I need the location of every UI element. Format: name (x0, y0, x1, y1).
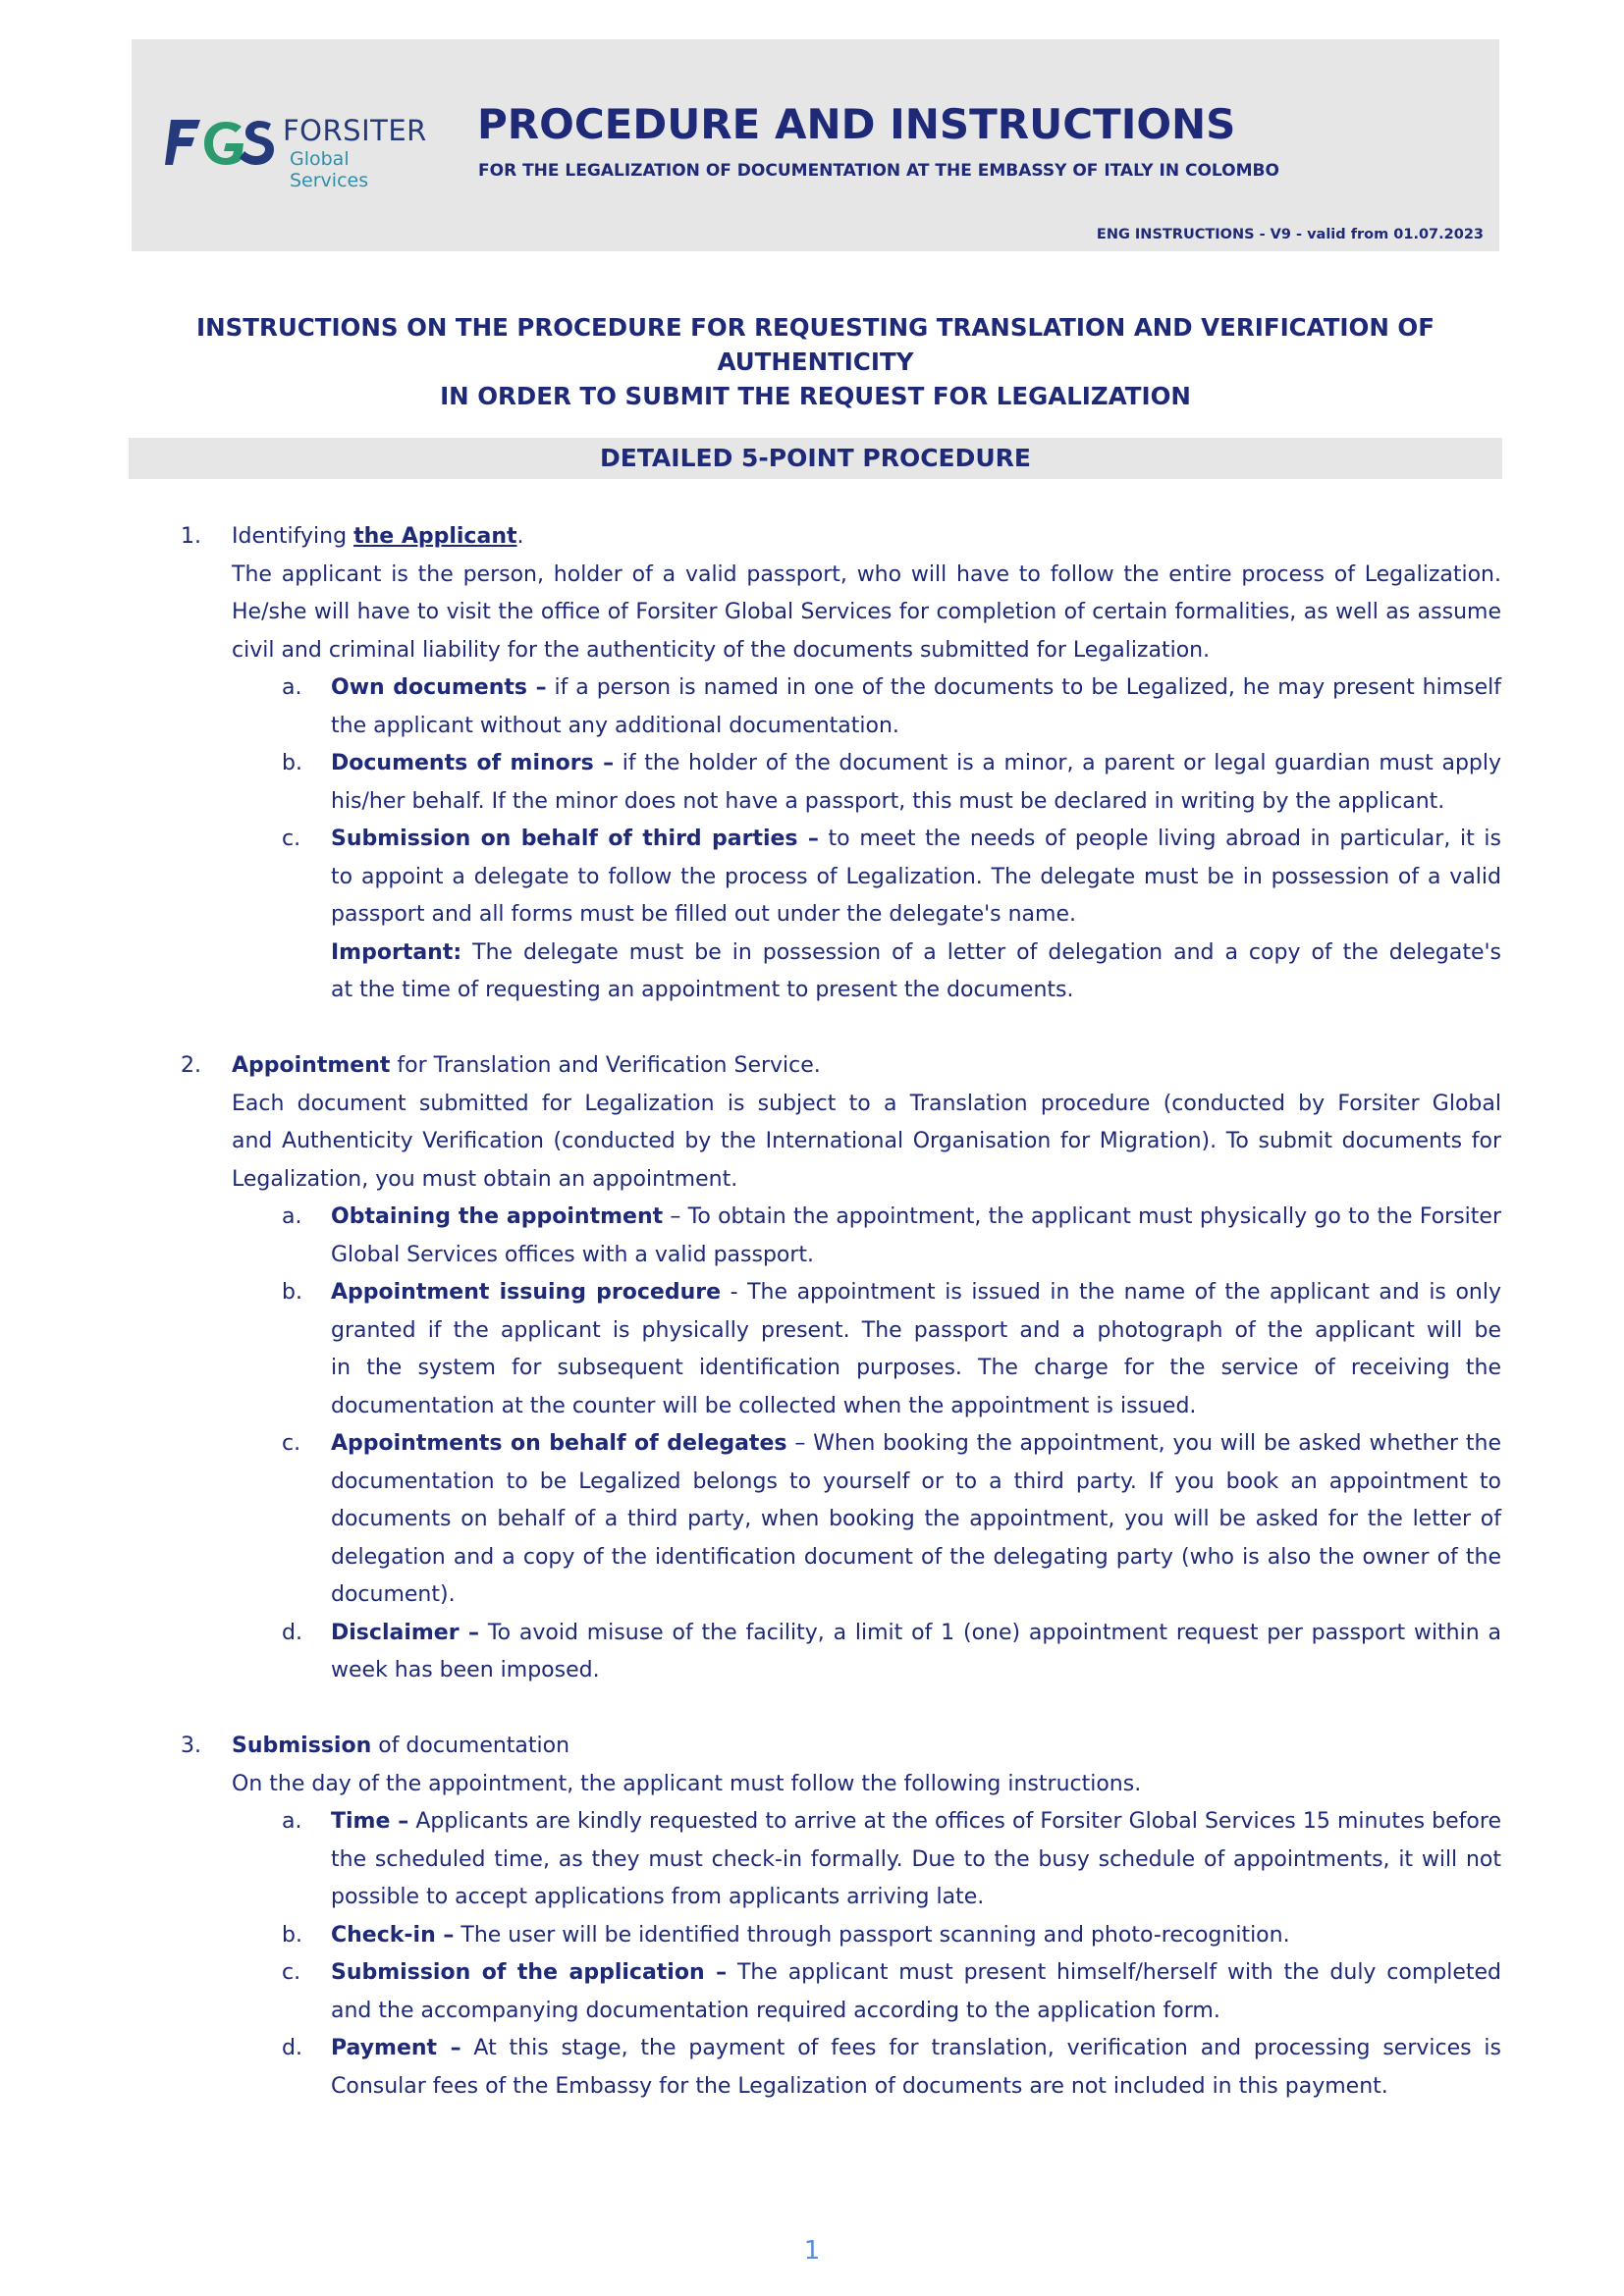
document-heading (132, 310, 1499, 413)
item-line: To avoid misuse of the facility, a limit of 1 (one) appointment request per passport within a (479, 1620, 1501, 1645)
list-letter: a. (282, 1809, 302, 1834)
item-line: granted if the applicant is physically present. The passport and a photograph of the applicant will be (331, 1317, 1501, 1343)
list-item (0, 1274, 1624, 1312)
important-label: Important: (331, 939, 462, 965)
item-bold: Check-in – (331, 1922, 455, 1948)
item-line: to appoint a delegate to follow the process of Legalization. The delegate must be in possession of a valid (331, 864, 1501, 889)
list-item-text (331, 1917, 1501, 1955)
list-item (0, 821, 1624, 859)
heading-post: . (516, 524, 524, 549)
heading-bold: Appointment (232, 1053, 391, 1078)
list-item (0, 1425, 1624, 1464)
item-line: at the time of requesting an appointment to present the documents. (331, 978, 1074, 1002)
list-letter: c. (282, 1960, 301, 1985)
section-3-heading (0, 1728, 1624, 1766)
item-line: The applicant must present himself/herself with the duly completed (736, 1960, 1502, 1985)
section-number: 1. (181, 524, 201, 549)
item-bold: Obtaining the appointment (331, 1204, 664, 1229)
paragraph-line: He/she will have to visit the office of Forsiter Global Services for completion of certain formalities, as well as assume (232, 600, 1501, 624)
item-line: The delegate must be in possession of a letter of delegation and a copy of the delegate's (472, 939, 1501, 965)
section-heading-text (232, 1728, 1501, 1766)
list-letter: a. (282, 675, 302, 700)
section-number: 2. (181, 1053, 201, 1078)
list-item-text (331, 1274, 1501, 1312)
item-line: possible to accept applications from applicants arriving late. (331, 1885, 985, 1909)
item-line: documentation at the counter will be collected when the appointment is issued. (331, 1393, 1197, 1418)
list-item (0, 1199, 1624, 1237)
paragraph-line: The applicant is the person, holder of a valid passport, who will have to follow the entire process of Legalization. (232, 561, 1501, 587)
item-line: in the system for subsequent identification purposes. The charge for the service of receiving the (331, 1356, 1501, 1380)
list-letter: b. (282, 1922, 302, 1948)
item-line: the scheduled time, as they must check-in formally. Due to the busy schedule of appointments, it will not (331, 1846, 1501, 1872)
fgs-logo-icon (165, 114, 275, 171)
item-line: Global Services offices with a valid passport. (331, 1242, 815, 1267)
item-line: and the accompanying documentation required according to the application form. (331, 1998, 1220, 2023)
document-heading-line2: IN ORDER TO SUBMIT THE REQUEST FOR LEGALIZATION (440, 382, 1191, 410)
item-bold: Appointments on behalf of delegates (331, 1431, 787, 1456)
item-line: – When booking the appointment, you will be asked whether the (786, 1431, 1502, 1456)
item-bold: Disclaimer – (331, 1620, 480, 1645)
company-logo (165, 110, 430, 191)
paragraph-line: On the day of the appointment, the applicant must follow the following instructions. (232, 1771, 1142, 1796)
item-bold: Own documents – (331, 675, 547, 700)
section-band-title: DETAILED 5-POINT PROCEDURE (599, 444, 1031, 472)
list-item-text (331, 1803, 1501, 1842)
item-bold: Appointment issuing procedure (331, 1280, 722, 1305)
list-item (0, 1954, 1624, 1993)
item-line: delegation and a copy of the identification document of the delegating party (who is also the owner of the (331, 1544, 1501, 1570)
list-letter: d. (282, 1620, 302, 1645)
list-item (0, 1917, 1624, 1955)
item-line: document). (331, 1582, 456, 1607)
item-line: to meet the needs of people living abroad in particular, it is (828, 827, 1501, 851)
list-letter: d. (282, 2036, 302, 2060)
item-line: At this stage, the payment of fees for translation, verification and processing services is (473, 2036, 1501, 2060)
item-line: Applicants are kindly requested to arrive at the offices of Forsiter Global Services 15 minutes before (408, 1809, 1501, 1834)
list-item-text (331, 1615, 1501, 1653)
list-item (0, 745, 1624, 783)
item-line: documents on behalf of a third party, when booking the appointment, you will be asked for the letter of (331, 1507, 1501, 1531)
list-item (0, 1803, 1624, 1842)
page-subtitle: FOR THE LEGALIZATION OF DOCUMENTATION AT THE EMBASSY OF ITALY IN COLOMBO (478, 161, 1279, 181)
item-line: if the holder of the document is a minor, a parent or legal guardian must apply (622, 751, 1502, 775)
heading-post: for Translation and Verification Service. (390, 1053, 821, 1078)
list-letter: b. (282, 751, 302, 775)
item-line: if a person is named in one of the documents to be Legalized, he may present himself (554, 675, 1501, 700)
item-line: week has been imposed. (331, 1658, 600, 1682)
item-bold: Submission on behalf of third parties – (331, 827, 819, 851)
section-band (129, 438, 1502, 479)
item-line: passport and all forms must be filled out under the delegate's name. (331, 902, 1076, 927)
version-label: ENG INSTRUCTIONS - V9 - valid from 01.07.2023 (1096, 227, 1484, 242)
item-line: The user will be identified through passport scanning and photo-recognition. (454, 1922, 1290, 1948)
item-line: his/her behalf. If the minor does not have a passport, this must be declared in writing by the applicant. (331, 788, 1445, 814)
section-1-heading (0, 518, 1624, 557)
list-letter: a. (282, 1204, 302, 1229)
procedure-content (0, 518, 1624, 2106)
page-title: PROCEDURE AND INSTRUCTIONS (477, 100, 1236, 148)
paragraph-line: civil and criminal liability for the authenticity of the documents submitted for Legalization. (232, 637, 1211, 663)
logo-subtitle: Global Services (290, 148, 369, 191)
item-bold: Documents of minors – (331, 751, 615, 775)
item-line: the applicant without any additional documentation. (331, 713, 899, 738)
list-item-text (331, 821, 1501, 859)
section-heading-text (232, 518, 1501, 557)
section-2-heading (0, 1047, 1624, 1086)
section-heading-text (232, 1047, 1501, 1086)
item-bold: Payment – (331, 2036, 461, 2060)
list-letter: b. (282, 1280, 302, 1305)
list-item (0, 1615, 1624, 1653)
list-letter: c. (282, 1431, 301, 1456)
heading-bold: Submission (232, 1734, 372, 1758)
item-bold: Submission of the application – (331, 1960, 728, 1985)
heading-post: of documentation (371, 1734, 570, 1758)
paragraph-line: and Authenticity Verification (conducted by the International Organisation for Migration). To submit documents for (232, 1129, 1501, 1153)
list-item-text (331, 745, 1501, 783)
item-line: Consular fees of the Embassy for the Legalization of documents are not included in this payment. (331, 2073, 1388, 2099)
list-item-text (331, 1954, 1501, 1993)
item-line: - The appointment is issued in the name of the applicant and is only (721, 1280, 1501, 1305)
list-item-text (331, 2030, 1501, 2068)
paragraph-line: Each document submitted for Legalization is subject to a Translation procedure (conducted by Forsiter Global (232, 1091, 1501, 1116)
heading-pre: Identifying (232, 524, 354, 549)
section-number: 3. (181, 1734, 201, 1758)
list-item-text (331, 669, 1501, 708)
item-line: – To obtain the appointment, the applicant must physically go to the Forsiter (663, 1204, 1501, 1229)
logo-name: FORSITER (283, 114, 427, 147)
item-line: documentation to be Legalized belongs to yourself or to a third party. If you book an appointment to (331, 1468, 1501, 1494)
list-item-text (331, 1425, 1501, 1464)
header-banner (132, 39, 1499, 251)
paragraph-line: Legalization, you must obtain an appointment. (232, 1166, 738, 1192)
heading-bold: the Applicant (353, 524, 517, 549)
list-item (0, 669, 1624, 708)
list-letter: c. (282, 827, 301, 851)
list-item-text (331, 1199, 1501, 1237)
page-number: 1 (803, 2236, 821, 2266)
item-bold: Time – (331, 1809, 409, 1834)
list-item (0, 2030, 1624, 2068)
important-note (331, 934, 1501, 973)
document-heading-line1: INSTRUCTIONS ON THE PROCEDURE FOR REQUESTING TRANSLATION AND VERIFICATION OF AUTHENTICITY (196, 313, 1435, 376)
